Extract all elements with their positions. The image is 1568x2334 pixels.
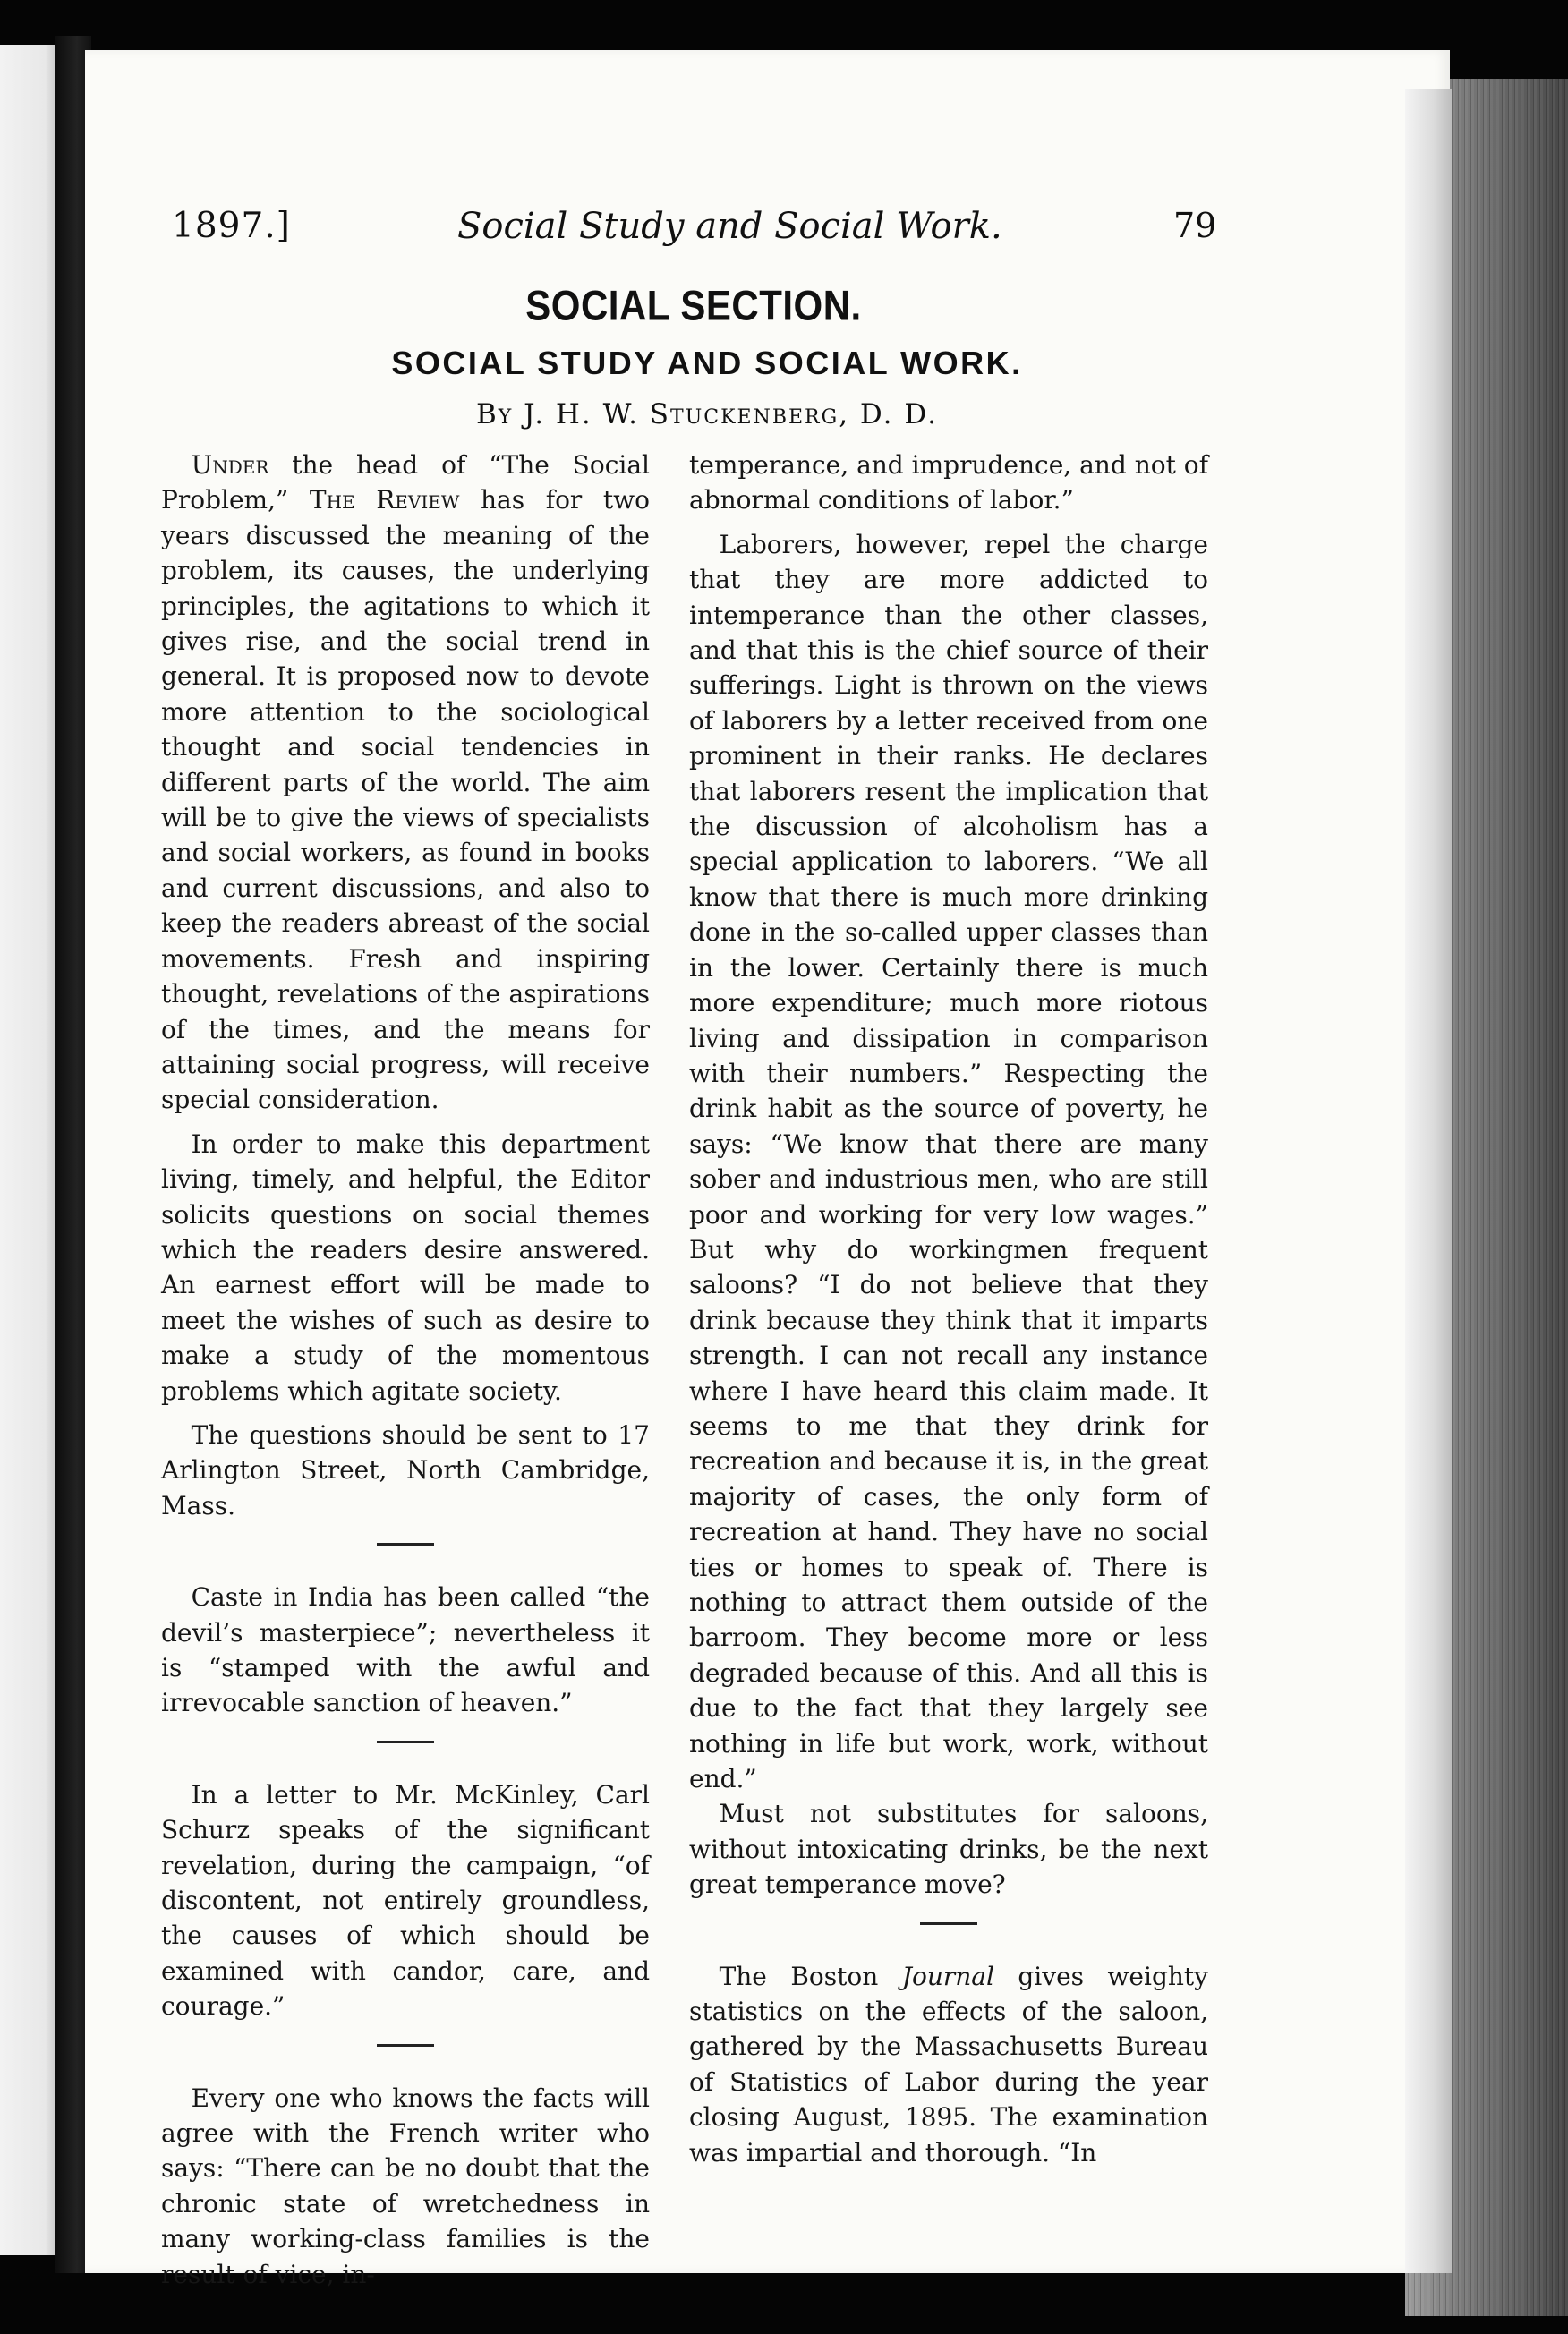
running-head-year: 1897.] [172, 206, 291, 246]
paragraph-intro [161, 447, 650, 1118]
paragraph-caste: Caste in India has been called “the devil’s masterpiece”; nevertheless it is “stamped with the awful and irrevocable sanction of heaven.” [161, 1582, 650, 1718]
byline-text: By J. H. W. Stuckenberg, D. D. [476, 398, 938, 430]
paragraph-french-writer: Every one who knows the facts will agree with the French writer who says: “There can be no doubt that the chronic state of wretchedness in many working-class families is the result of vice, in- [161, 2083, 650, 2289]
boston-post: gives weighty statistics on the effects of the saloon, gathered by the Massachusetts Bureau of Statistics of Labor during the year closing August, 1895. The examination was impartial and thorough. “In [689, 1961, 1208, 2168]
section-rule [377, 2044, 434, 2047]
section-title: SOCIAL SECTION. [525, 282, 862, 329]
article-title: SOCIAL STUDY AND SOCIAL WORK. [391, 345, 1023, 381]
paragraph-department: In order to make this department living, timely, and helpful, the Editor solicits questions on social themes which the readers desire answered. An earnest effort will be made to meet the wishes of such as desire to make a study of the momentous problems which agitate society. [161, 1129, 650, 1406]
journal-title: Journal [901, 1961, 994, 1991]
left-column [161, 447, 650, 2292]
paragraph-schurz: In a letter to Mr. McKinley, Carl Schurz speaks of the significant revelation, during the campaign, “of discontent, not entirely groundless, the causes of which should be examined with candor, care, and courage.” [161, 1779, 650, 2022]
section-rule [920, 1922, 977, 1925]
right-column [689, 447, 1208, 2170]
paragraph-continued: temperance, and imprudence, and not of abnormal conditions of labor.” [689, 450, 1208, 515]
section-rule [377, 1543, 434, 1546]
running-head-title: Social Study and Social Work. [457, 206, 1002, 247]
page-fore-edge [1405, 89, 1452, 2273]
paragraph-intro-pre: the head of “The Social Problem,” [161, 450, 650, 515]
paragraph-intro-post: has for two years discussed the meaning of the problem, its causes, the underlying principles, the agitations to which it gives rise, and the social trend in general. It is proposed now to devote more attention to the sociological thought and social tendencies in different parts of the world. The aim will be to give the views of specialists and social workers, as found in books and current discussions, and also to keep the readers abreast of the social movements. Fresh and inspiring thought, revelations of the aspirations of the times, and the means for attaining social progress, will receive special consideration. [161, 485, 650, 1115]
journal-name: The Review [309, 485, 460, 515]
section-rule [377, 1741, 434, 1743]
paragraph-boston-journal [689, 1959, 1208, 2170]
byline [268, 398, 1146, 430]
boston-pre: The Boston [719, 1961, 902, 1991]
paragraph-address: The questions should be sent to 17 Arlington Street, North Cambridge, Mass. [161, 1419, 650, 1521]
drop-word: Under [191, 450, 269, 480]
paragraph-substitutes: Must not substitutes for saloons, without intoxicating drinks, be the next great temperance move? [689, 1799, 1208, 1900]
page-number: 79 [1173, 206, 1217, 245]
paragraph-laborers: Laborers, however, repel the charge that they are more addicted to intemperance than the other classes, and that this is the chief source of their sufferings. Light is thrown on the views of laborers by a letter received from one prominent in their ranks. He declares that laborers resent the implication that the discussion of alcoholism has a special application to laborers. “We all know that there is much more drinking done in the so-called upper classes than in the lower. Certainly there is much more expenditure; much more riotous living and dissipation in comparison with their numbers.” Respecting the drink habit as the source of poverty, he says: “We know that there are many sober and industrious men, who are still poor and working for very low wages.” But why do workingmen frequent saloons? “I do not believe that they drink because they think that it imparts strength. I can not recall any instance where I have heard this claim made. It seems to me that they drink for recreation and because it is, in the great majority of cases, the only form of recreation at hand. They have no social ties or homes to speak of. There is nothing to attract them outside of the barroom. They become more or less degraded because of this. And all this is due to the fact that they largely see nothing in life but work, work, without end.” [689, 529, 1208, 1794]
